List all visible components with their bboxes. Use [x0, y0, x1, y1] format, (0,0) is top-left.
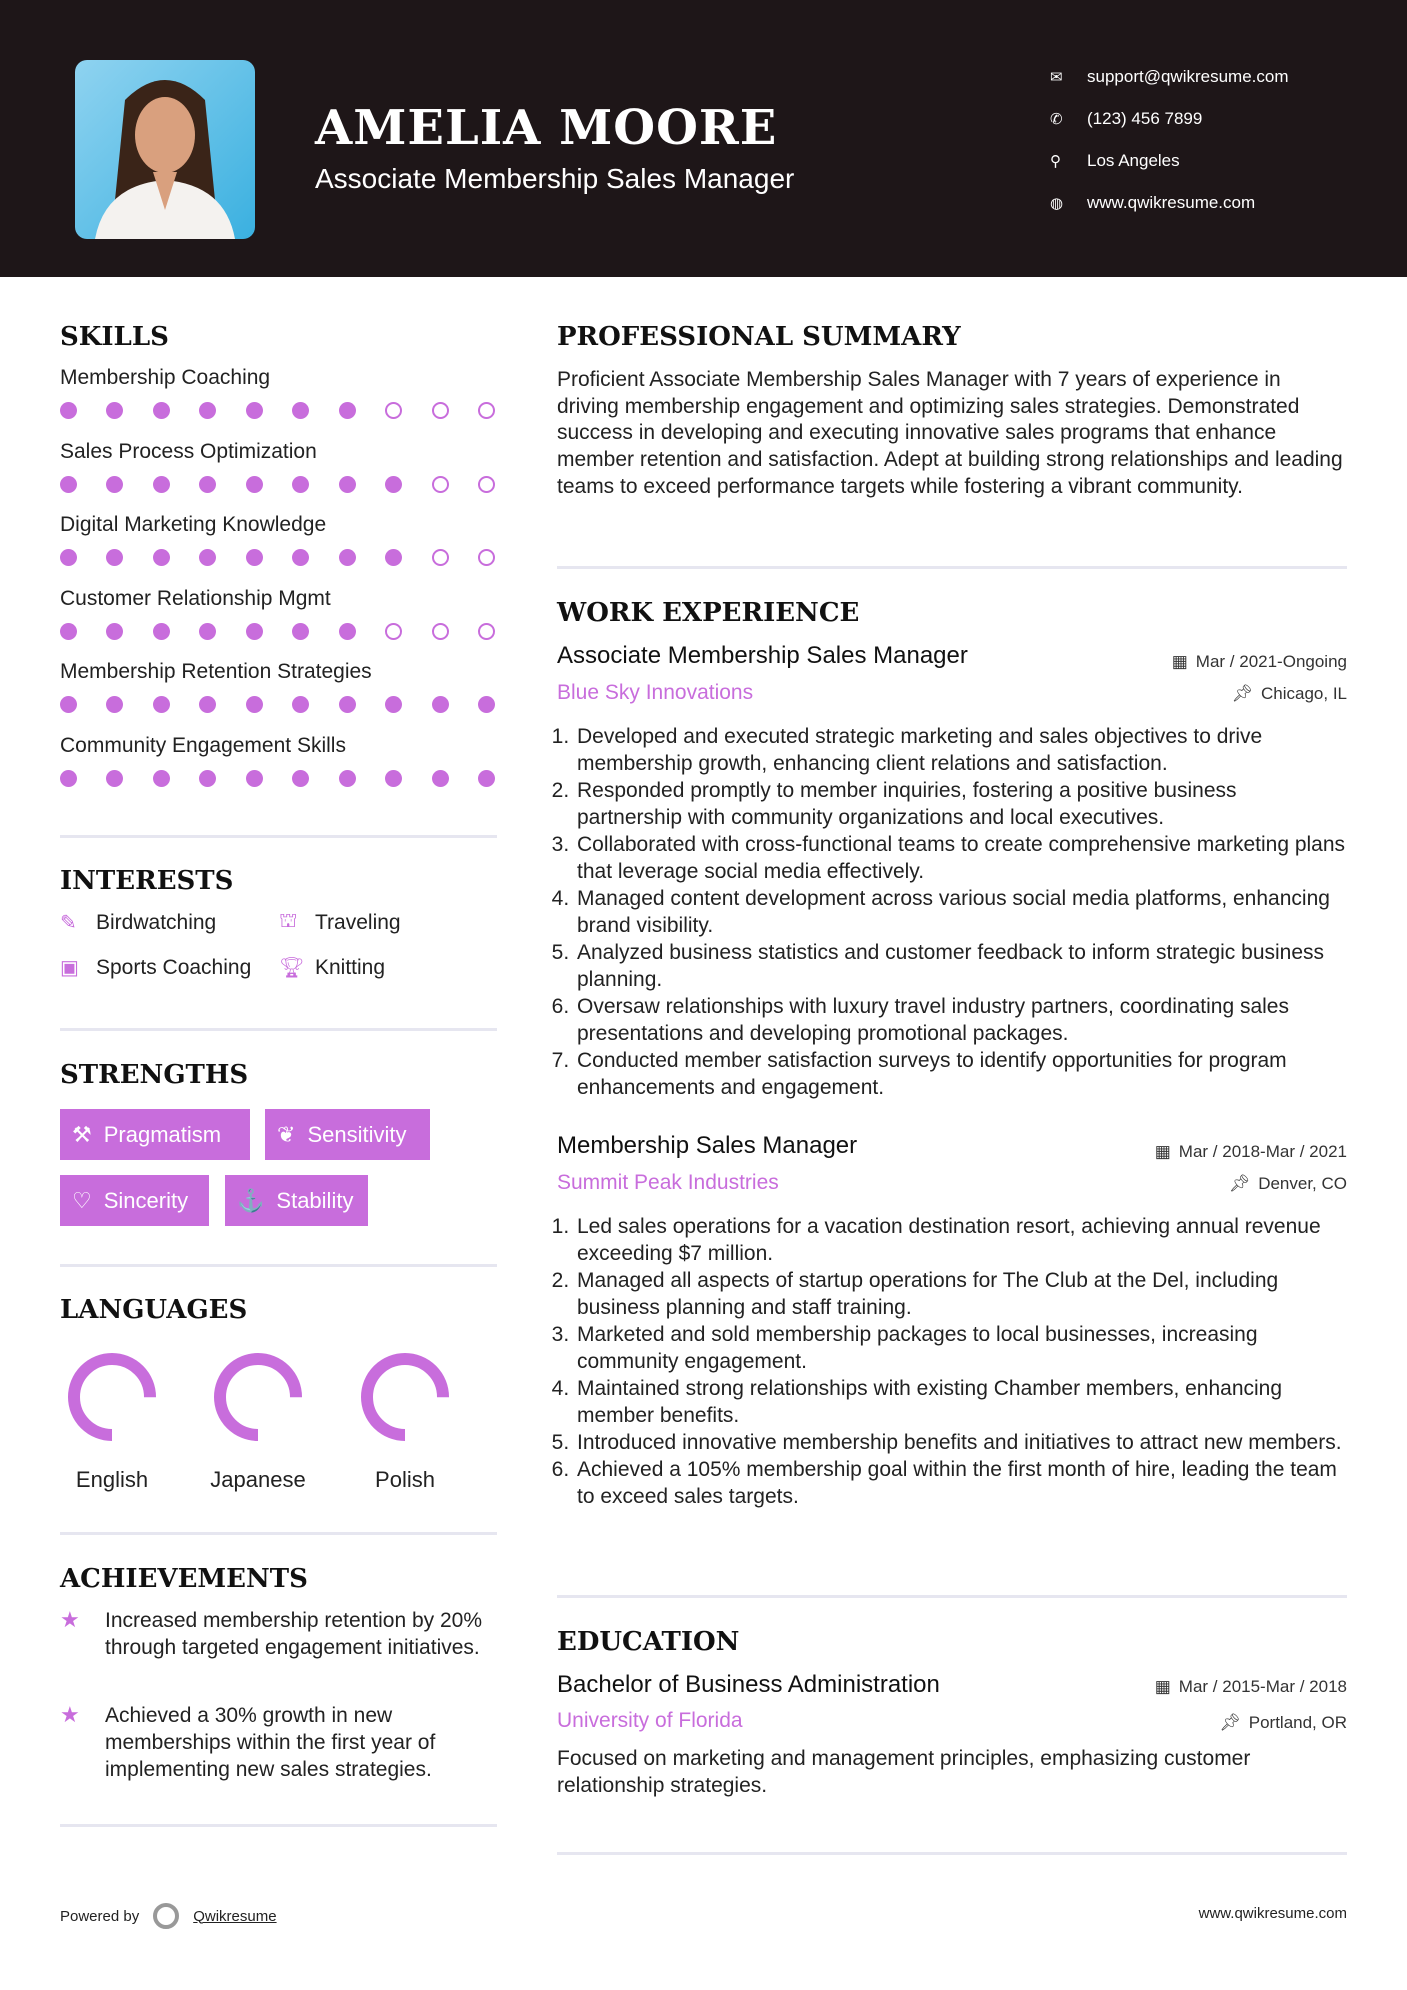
interest-label: Sports Coaching — [96, 955, 252, 979]
summary-text: Proficient Associate Membership Sales Manager with 7 years of experience in driving membership engagement and optimizing sales strategies. Demonstrated success in developing and executing innovative sales programs that enhance member retention and satisfaction. Adept at building strong relationships and leading teams to exceed performance targets while fostering a vibrant community. — [557, 368, 1343, 498]
skill-label: Customer Relationship Mgmt — [60, 586, 331, 610]
email-text[interactable]: support@qwikresume.com — [1087, 67, 1289, 86]
divider — [60, 1532, 497, 1535]
filled-dot — [60, 402, 77, 419]
skill-rating — [60, 623, 497, 640]
job-bullet: 7. Conducted member satisfaction surveys to identify opportunities for program enhancements and engagement. — [575, 1047, 1347, 1101]
divider — [60, 1028, 497, 1031]
filled-dot — [106, 623, 123, 640]
job-bullet: 6. Oversaw relationships with luxury travel industry partners, coordinating sales presentations and developing promotional packages. — [575, 993, 1347, 1047]
filled-dot — [60, 549, 77, 566]
location-text: Los Angeles — [1087, 151, 1180, 170]
filled-dot — [385, 696, 402, 713]
calendar-icon: ▦ — [1154, 1677, 1171, 1696]
globe-icon: ◍ — [1050, 195, 1064, 212]
skill-label: Membership Retention Strategies — [60, 660, 372, 683]
suitcase-icon: ▣ — [60, 957, 79, 979]
contact-website — [1050, 182, 1289, 224]
phone-text: (123) 456 7899 — [1087, 109, 1203, 128]
job-date — [1172, 652, 1347, 672]
experience-title: WORK EXPERIENCE — [557, 598, 860, 628]
job-bullet: 1. Led sales operations for a vacation destination resort, achieving annual revenue exceeding $7 million. — [575, 1213, 1347, 1267]
footer-powered — [60, 1903, 277, 1929]
job-title: Associate Membership Sales Manager — [557, 642, 968, 669]
divider — [557, 1852, 1347, 1855]
filled-dot — [246, 770, 263, 787]
language-arc — [367, 1359, 443, 1435]
empty-dot — [432, 402, 449, 419]
job-bullet: 5. Introduced innovative membership benefits and initiatives to attract new members. — [575, 1429, 1347, 1456]
skill-rating — [60, 402, 497, 419]
language-arc — [220, 1359, 296, 1435]
filled-dot — [292, 696, 309, 713]
filled-dot — [153, 696, 170, 713]
achievement-item — [60, 1607, 497, 1661]
languages-title: LANGUAGES — [60, 1295, 248, 1325]
interest-item — [279, 955, 385, 980]
job-bullet: 5. Analyzed business statistics and customer feedback to inform strategic business planning. — [575, 939, 1347, 993]
star-icon: ★ — [60, 1702, 80, 1727]
language-item — [47, 1347, 177, 1493]
skill-item — [60, 734, 497, 787]
language-level-ring — [62, 1347, 162, 1447]
job-bullet: 1. Developed and executed strategic marketing and sales objectives to drive membership growth, enhancing client relations and satisfaction. — [575, 723, 1347, 777]
achievement-text: Increased membership retention by 20% through targeted engagement initiatives. — [105, 1609, 483, 1659]
calendar-icon: ▦ — [1154, 1142, 1171, 1161]
filled-dot — [339, 402, 356, 419]
filled-dot — [292, 549, 309, 566]
filled-dot — [432, 770, 449, 787]
job-location — [1231, 684, 1347, 704]
skill-label: Digital Marketing Knowledge — [60, 513, 327, 536]
empty-dot — [478, 402, 495, 419]
candidate-name: AMELIA MOORE — [315, 100, 778, 156]
strength-label: Stability — [276, 1187, 354, 1213]
language-label: English — [75, 1467, 149, 1492]
skill-item — [60, 660, 497, 713]
powered-by-label: Powered by — [60, 1907, 140, 1925]
filled-dot — [153, 549, 170, 566]
job-bullets — [557, 723, 1347, 1101]
filled-dot — [292, 476, 309, 493]
envelope-icon: ✉ — [1050, 69, 1063, 86]
achievements-title: ACHIEVEMENTS — [60, 1564, 308, 1594]
filled-dot — [339, 623, 356, 640]
filled-dot — [199, 549, 216, 566]
strength-label: Sincerity — [103, 1187, 189, 1213]
filled-dot — [199, 402, 216, 419]
filled-dot — [385, 549, 402, 566]
date-text: Mar / 2015-Mar / 2018 — [1178, 1677, 1347, 1696]
skill-rating — [60, 696, 497, 713]
filled-dot — [153, 402, 170, 419]
filled-dot — [339, 696, 356, 713]
divider — [60, 1264, 497, 1267]
empty-dot — [432, 549, 449, 566]
filled-dot — [199, 696, 216, 713]
filled-dot — [385, 770, 402, 787]
filled-dot — [106, 549, 123, 566]
strength-tag — [265, 1109, 430, 1160]
achievement-text: Achieved a 30% growth in new memberships within the first year of implementing new sales strategies. — [105, 1704, 436, 1781]
degree-title: Bachelor of Business Administration — [557, 1671, 940, 1698]
filled-dot — [199, 623, 216, 640]
strengths-title: STRENGTHS — [60, 1060, 249, 1090]
filled-dot — [292, 402, 309, 419]
language-level-ring — [355, 1347, 455, 1447]
job-bullet: 6. Achieved a 105% membership goal within the first month of hire, leading the team to exceed sales targets. — [575, 1456, 1347, 1510]
divider — [557, 566, 1347, 569]
pencil-icon: ✎ — [60, 912, 77, 934]
achievement-item — [60, 1702, 497, 1783]
filled-dot — [246, 623, 263, 640]
interests-title: INTERESTS — [60, 866, 234, 896]
calendar-icon: ▦ — [1171, 652, 1188, 671]
map-marker-icon: ⚲ — [1050, 153, 1061, 170]
empty-dot — [478, 623, 495, 640]
skill-label: Community Engagement Skills — [60, 733, 346, 757]
location-text: Denver, CO — [1258, 1174, 1347, 1193]
school-name: University of Florida — [557, 1709, 743, 1732]
job-date — [1155, 1142, 1347, 1162]
contact-location — [1050, 140, 1289, 182]
strength-label: Sensitivity — [307, 1121, 407, 1147]
filled-dot — [106, 402, 123, 419]
skill-label: Membership Coaching — [60, 366, 271, 389]
job-bullet: 4. Maintained strong relationships with existing Chamber members, enhancing member benefits. — [575, 1375, 1347, 1429]
job-bullet: 4. Managed content development across various social media platforms, enhancing brand visibility. — [575, 885, 1347, 939]
heart-icon: ♡ — [72, 1187, 92, 1213]
empty-dot — [478, 476, 495, 493]
filled-dot — [246, 476, 263, 493]
filled-dot — [478, 696, 495, 713]
pin-icon: 📌︎ — [1231, 684, 1253, 703]
filled-dot — [339, 476, 356, 493]
qwikresume-link[interactable]: Qwikresume — [193, 1907, 277, 1925]
footer-url[interactable]: www.qwikresume.com — [1198, 1905, 1347, 1922]
website-text[interactable]: www.qwikresume.com — [1087, 193, 1256, 212]
language-label: Japanese — [210, 1467, 306, 1492]
strength-tag — [60, 1175, 209, 1226]
skill-label: Sales Process Optimization — [60, 439, 317, 463]
filled-dot — [153, 770, 170, 787]
filled-dot — [60, 623, 77, 640]
interest-label: Birdwatching — [96, 910, 217, 934]
anchor-icon: ⚓ — [237, 1187, 265, 1213]
location-text: Portland, OR — [1248, 1713, 1347, 1732]
education-title: EDUCATION — [557, 1627, 740, 1657]
language-item — [340, 1347, 470, 1493]
job-title: Membership Sales Manager — [557, 1132, 858, 1159]
language-level-ring — [208, 1347, 308, 1447]
job-location — [1229, 1174, 1347, 1194]
divider — [60, 835, 497, 838]
filled-dot — [106, 696, 123, 713]
skill-rating — [60, 549, 497, 566]
phone-icon: ✆ — [1050, 111, 1063, 128]
interest-item — [60, 910, 216, 935]
job-bullet: 3. Marketed and sold membership packages to local businesses, increasing community engagement. — [575, 1321, 1347, 1375]
skill-rating — [60, 770, 497, 787]
gavel-icon: ⚒ — [72, 1121, 92, 1147]
language-label: Polish — [375, 1467, 435, 1492]
qwikresume-logo-icon — [153, 1903, 179, 1929]
empty-dot — [432, 476, 449, 493]
location-text: Chicago, IL — [1261, 684, 1347, 703]
filled-dot — [60, 770, 77, 787]
job-bullet: 2. Managed all aspects of startup operations for The Club at the Del, including business planning and staff training. — [575, 1267, 1347, 1321]
skill-item — [60, 587, 497, 640]
skill-item — [60, 440, 497, 493]
filled-dot — [246, 402, 263, 419]
filled-dot — [199, 770, 216, 787]
interest-item — [60, 955, 251, 980]
strength-label: Pragmatism — [103, 1121, 222, 1147]
divider — [557, 1595, 1347, 1598]
trophy-icon: 🏆︎ — [279, 957, 305, 979]
education-date — [1155, 1677, 1347, 1697]
candidate-title: Associate Membership Sales Manager — [315, 163, 795, 194]
interest-label: Knitting — [315, 955, 386, 979]
interest-item — [279, 910, 401, 935]
divider — [60, 1824, 497, 1827]
filled-dot — [385, 476, 402, 493]
filled-dot — [246, 696, 263, 713]
empty-dot — [432, 623, 449, 640]
filled-dot — [339, 549, 356, 566]
leaf-icon: ❦ — [277, 1121, 296, 1147]
skill-item — [60, 513, 497, 566]
filled-dot — [478, 770, 495, 787]
filled-dot — [153, 623, 170, 640]
filled-dot — [106, 476, 123, 493]
filled-dot — [60, 696, 77, 713]
right-column — [557, 322, 1347, 1982]
language-arc — [74, 1359, 150, 1435]
contact-list — [1050, 56, 1289, 224]
summary-title: PROFESSIONAL SUMMARY — [557, 322, 961, 352]
filled-dot — [199, 476, 216, 493]
company-name: Blue Sky Innovations — [557, 681, 754, 704]
filled-dot — [339, 770, 356, 787]
strength-tag — [225, 1175, 368, 1226]
pin-icon: 📌︎ — [1228, 1174, 1251, 1193]
filled-dot — [292, 623, 309, 640]
skill-item — [60, 366, 497, 419]
empty-dot — [478, 549, 495, 566]
strength-tag — [60, 1109, 250, 1160]
date-text: Mar / 2021-Ongoing — [1195, 652, 1347, 671]
pin-icon: 📌︎ — [1219, 1713, 1241, 1732]
filled-dot — [292, 770, 309, 787]
job-bullet: 2. Responded promptly to member inquiries, fostering a positive business partnership with community organizations and local executives. — [575, 777, 1347, 831]
contact-email — [1050, 56, 1289, 98]
filled-dot — [106, 770, 123, 787]
star-icon: ★ — [60, 1607, 80, 1632]
education-text: Focused on marketing and management principles, emphasizing customer relationship strategies. — [557, 1747, 1251, 1797]
job-bullets — [557, 1213, 1347, 1510]
skill-rating — [60, 476, 497, 493]
empty-dot — [385, 402, 402, 419]
filled-dot — [60, 476, 77, 493]
skills-title: SKILLS — [60, 322, 169, 352]
date-text: Mar / 2018-Mar / 2021 — [1178, 1142, 1347, 1161]
filled-dot — [153, 476, 170, 493]
contact-phone — [1050, 98, 1289, 140]
filled-dot — [432, 696, 449, 713]
job-bullet: 3. Collaborated with cross-functional teams to create comprehensive marketing plans that leverage social media effectively. — [575, 831, 1347, 885]
empty-dot — [385, 623, 402, 640]
filled-dot — [246, 549, 263, 566]
language-item — [193, 1347, 323, 1493]
left-column — [60, 0, 497, 1990]
company-name: Summit Peak Industries — [557, 1171, 779, 1194]
interest-label: Traveling — [315, 910, 401, 934]
education-location — [1219, 1713, 1347, 1733]
binoculars-icon: ⛫ — [279, 910, 298, 932]
